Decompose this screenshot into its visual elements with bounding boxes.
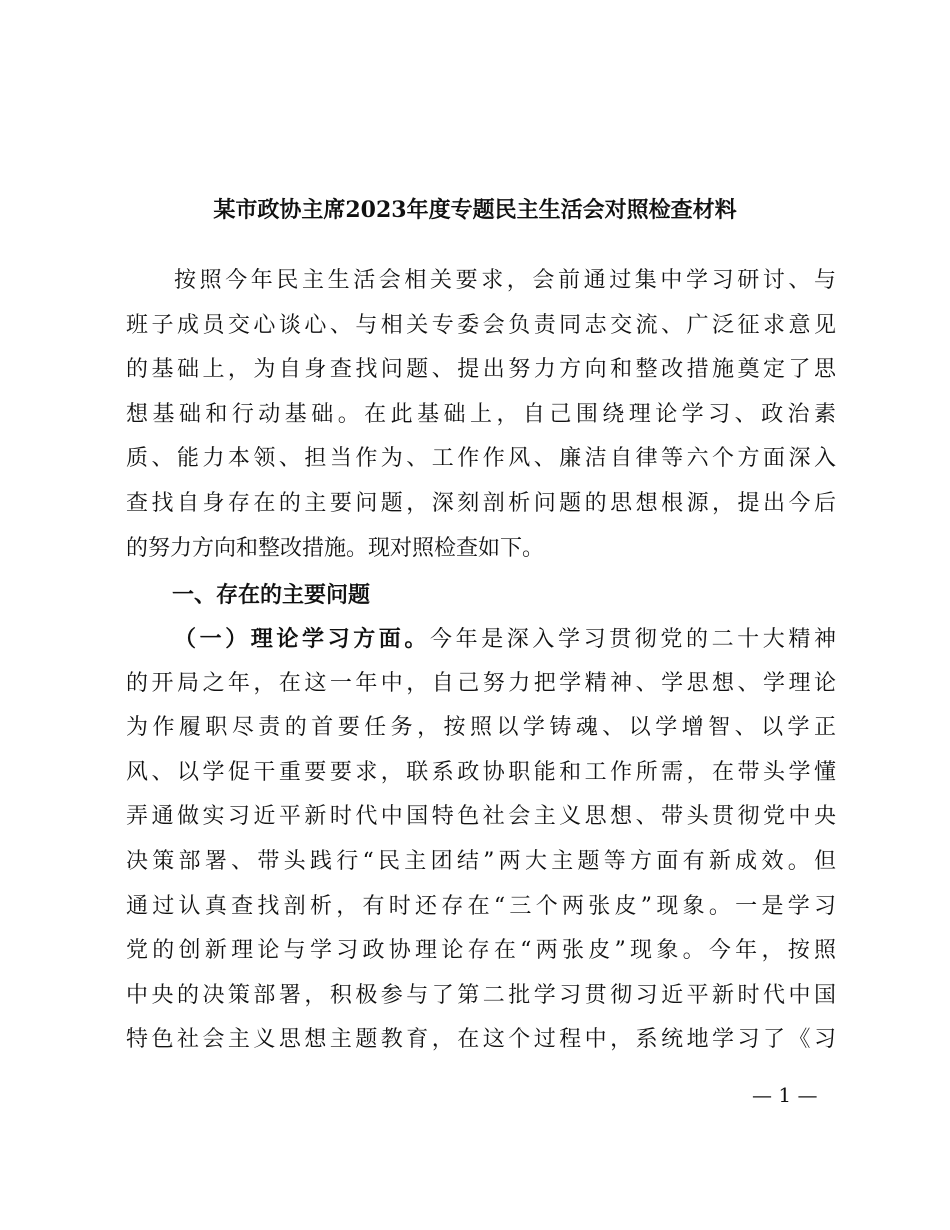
text-line: 的努力方向和整改措施。现对照检查如下。 (126, 535, 545, 561)
text-line: 决策部署、带头践行“民主团结”两大主题等方面有新成效。但 (126, 848, 836, 874)
text-line: 按照今年民主生活会相关要求，会前通过集中学习研讨、与 (174, 268, 836, 293)
page-number: — 1 — (752, 1083, 818, 1107)
text-line: 风、以学促干重要要求，联系政协职能和工作所需，在带头学懂 (126, 759, 836, 785)
text-line: 弄通做实习近平新时代中国特色社会主义思想、带头贯彻党中央 (126, 804, 836, 830)
text-line: 的开局之年，在这一年中，自己努力把学精神、学思想、学理论 (126, 670, 836, 696)
subsection-paragraph (126, 617, 836, 1063)
text-line: 为作履职尽责的首要任务，按照以学铸魂、以学增智、以学正 (126, 715, 836, 741)
text-line: 通过认真查找剖析，有时还存在“三个两张皮”现象。一是学习 (126, 893, 836, 919)
document-title: 某市政协主席2023年度专题民主生活会对照检查材料 (213, 197, 737, 223)
text-line: 质、能力本领、担当作为、工作作风、廉洁自律等六个方面深入 (126, 446, 836, 472)
text-line: 的基础上，为自身查找问题、提出努力方向和整改措施奠定了思 (126, 357, 836, 383)
text-line: 想基础和行动基础。在此基础上，自己围绕理论学习、政治素 (126, 401, 836, 427)
text-line: 党的创新理论与学习政协理论存在“两张皮”现象。今年，按照 (126, 938, 836, 964)
section-heading: 一、存在的主要问题 (172, 582, 371, 608)
text-line: 特色社会主义思想主题教育，在这个过程中，系统地学习了《习 (126, 1027, 836, 1053)
subsection-lead: （一）理论学习方面。 (174, 626, 430, 652)
text-line: 班子成员交心谈心、与相关专委会负责同志交流、广泛征求意见 (126, 312, 836, 338)
text-span: 今年是深入学习贯彻党的二十大精神 (430, 627, 836, 652)
text-line (126, 617, 836, 662)
text-line: 中央的决策部署，积极参与了第二批学习贯彻习近平新时代中国 (126, 982, 836, 1008)
intro-paragraph (126, 259, 836, 571)
text-line: 查找自身存在的主要问题，深刻剖析问题的思想根源，提出今后 (126, 490, 836, 516)
